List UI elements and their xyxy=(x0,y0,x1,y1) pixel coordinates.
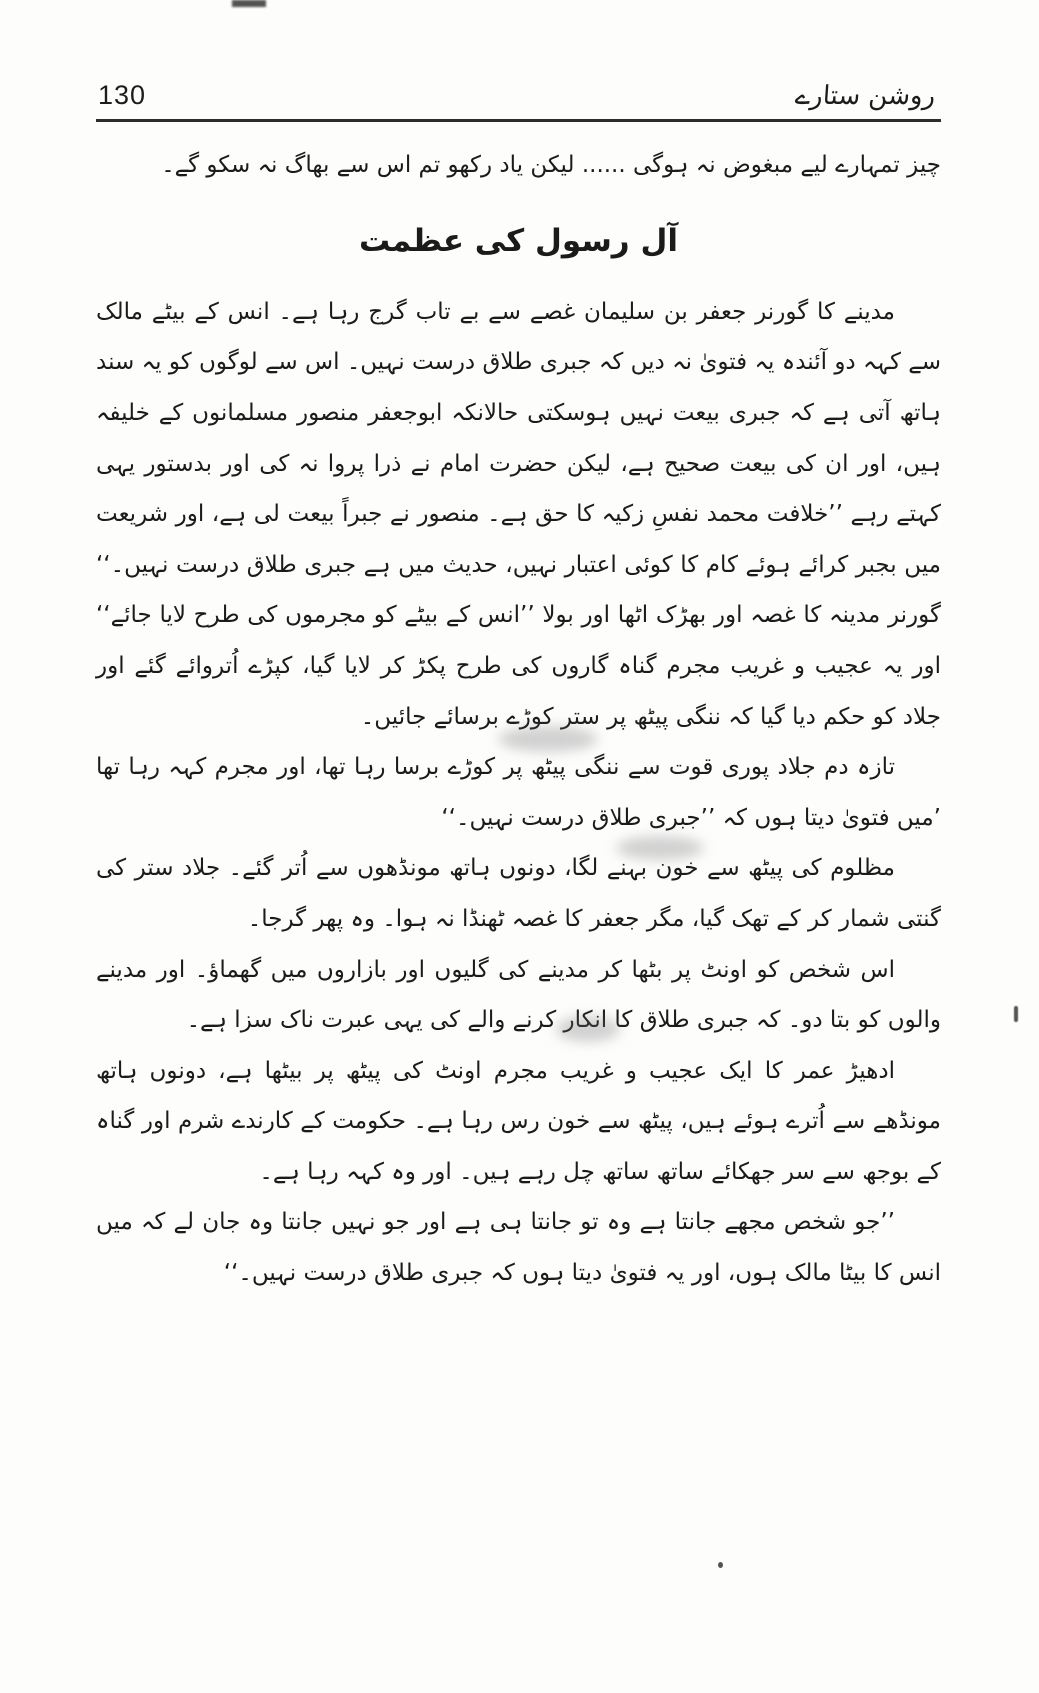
scan-edge-mark xyxy=(232,0,266,7)
body-paragraph: ادھیڑ عمر کا ایک عجیب و غریب مجرم اونٹ کی پیٹھ پر بیٹھا ہے، دونوں ہاتھ مونڈھے سے اُترے ہوئے ہیں، پیٹھ سے خون رس رہا ہے۔ حکومت کے کارندے شرم اور گناہ کے بوجھ سے سر جھکائے ساتھ ساتھ چل رہے ہیں۔ اور وہ کہہ رہا ہے۔ xyxy=(96,1057,941,1185)
header-rule xyxy=(96,119,941,122)
page-body xyxy=(96,140,941,1299)
page-header xyxy=(96,80,941,119)
section-heading: آل رسول کی عظمت xyxy=(359,222,678,259)
body-paragraph: مظلوم کی پیٹھ سے خون بہنے لگا، دونوں ہاتھ مونڈھوں سے اُتر گئے۔ جلاد ستر کی گنتی شمار کر کے تھک گیا، مگر جعفر کا غصہ ٹھنڈا نہ ہوا۔ وہ پھر گرجا۔ xyxy=(96,855,941,932)
scan-margin-mark xyxy=(1014,1006,1018,1022)
body-paragraph: مدینے کا گورنر جعفر بن سلیمان غصے سے بے تاب گرج رہا ہے۔ انس کے بیٹے مالک سے کہہ دو آئندہ یہ فتویٰ نہ دیں کہ جبری طلاق درست نہیں۔ اس سے لوگوں کو یہ سند ہاتھ آتی ہے کہ جبری بیعت نہیں ہوسکتی حالانکہ ابوجعفر منصور مسلمانوں کے خلیفہ ہیں، اور ان کی بیعت صحیح ہے، لیکن حضرت امام نے ذرا پروا نہ کی اور بدستور یہی کہتے رہے ’’خلافت محمد نفسِ زکیہ کا حق ہے۔ منصور نے جبراً بیعت لی ہے، اور شریعت میں بجبر کرائے ہوئے کام کا کوئی اعتبار نہیں، حدیث میں ہے جبری طلاق درست نہیں۔‘‘ گورنر مدینہ کا غصہ اور بھڑک اٹھا اور بولا ’’انس کے بیٹے کو مجرموں کی طرح لایا جائے‘‘ اور یہ عجیب و غریب مجرم گناہ گاروں کی طرح پکڑ کر لایا گیا، کپڑے اُتروائے گئے اور جلاد کو حکم دیا گیا کہ ننگی پیٹھ پر ستر کوڑے برسائے جائیں۔ xyxy=(96,298,941,730)
body-paragraph: ’’جو شخص مجھے جانتا ہے وہ تو جانتا ہی ہے اور جو نہیں جانتا وہ جان لے کہ میں انس کا بیٹا مالک ہوں، اور یہ فتویٰ دیتا ہوں کہ جبری طلاق درست نہیں۔‘‘ xyxy=(96,1209,941,1287)
scan-dot-mark xyxy=(718,1562,723,1568)
page-number: 130 xyxy=(98,80,147,110)
body-paragraph: تازہ دم جلاد پوری قوت سے ننگی پیٹھ پر کوڑے برسا رہا تھا، اور مجرم کہہ رہا تھا ’میں فتویٰ دیتا ہوں کہ ’’جبری طلاق درست نہیں۔‘‘ xyxy=(96,754,941,831)
continuation-paragraph: چیز تمہارے لیے مبغوض نہ ہوگی ...... لیکن یاد رکھو تم اس سے بھاگ نہ سکو گے۔ xyxy=(161,152,941,178)
body-paragraph: اس شخص کو اونٹ پر بٹھا کر مدینے کی گلیوں اور بازاروں میں گھماؤ۔ اور مدینے والوں کو بتا دو۔ کہ جبری طلاق کا انکار کرنے والے کی یہی عبرت ناک سزا ہے۔ xyxy=(96,956,941,1034)
book-title: روشن ستارے xyxy=(793,81,937,111)
page-content-area xyxy=(96,80,941,1299)
